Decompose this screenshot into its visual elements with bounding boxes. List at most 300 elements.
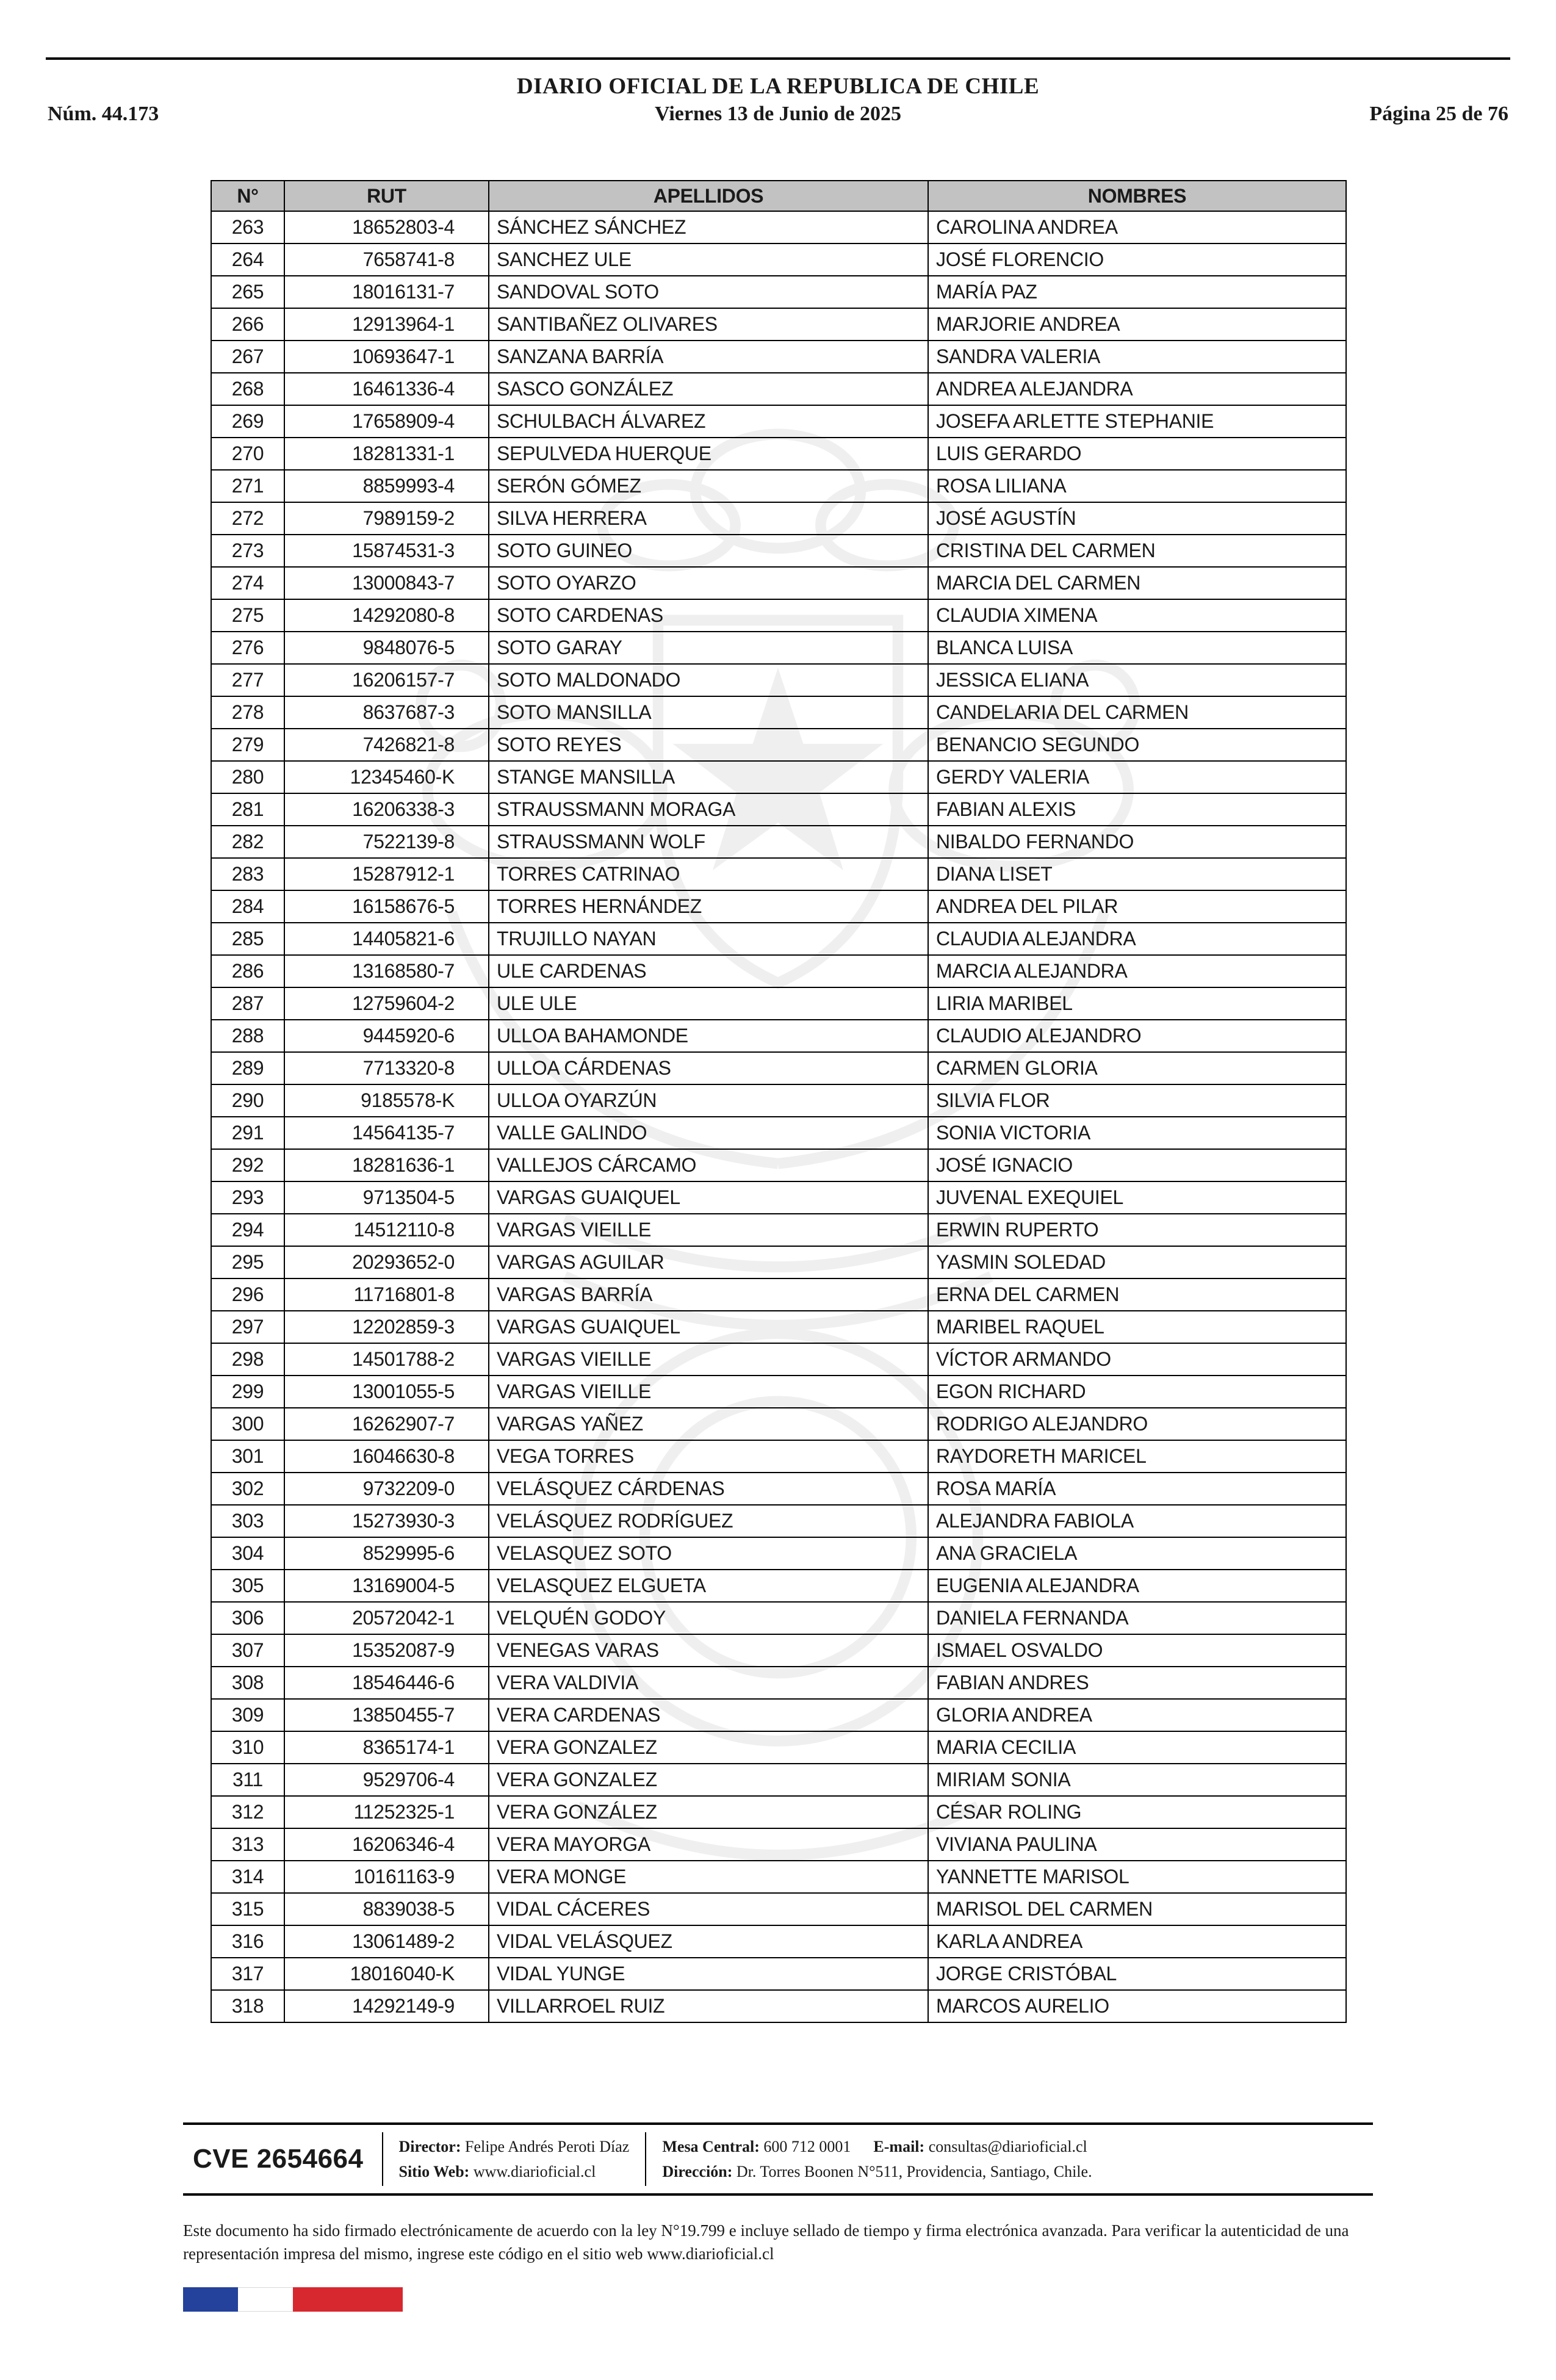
- apellidos-cell: STRAUSSMANN WOLF: [489, 826, 928, 858]
- rut-cell: 15352087-9: [284, 1634, 489, 1667]
- rut-cell: 15287912-1: [284, 858, 489, 890]
- rut-cell: 9445920-6: [284, 1020, 489, 1052]
- table-row: [211, 1020, 1346, 1052]
- nombres-cell: MARIA CECILIA: [928, 1731, 1346, 1764]
- nombres-cell: ROSA LILIANA: [928, 470, 1346, 502]
- table-row: [211, 1828, 1346, 1861]
- nombres-cell: JOSÉ AGUSTÍN: [928, 502, 1346, 535]
- rut-cell: 10693647-1: [284, 341, 489, 373]
- rut-cell: 14512110-8: [284, 1214, 489, 1246]
- apellidos-cell: STRAUSSMANN MORAGA: [489, 793, 928, 826]
- rut-cell: 14292149-9: [284, 1990, 489, 2022]
- nombres-cell: EUGENIA ALEJANDRA: [928, 1570, 1346, 1602]
- apellidos-cell: VARGAS AGUILAR: [489, 1246, 928, 1278]
- nombres-cell: ANDREA ALEJANDRA: [928, 373, 1346, 405]
- address-label: Dirección:: [662, 2163, 733, 2180]
- apellidos-cell: STANGE MANSILLA: [489, 761, 928, 793]
- table-row: [211, 1667, 1346, 1699]
- rut-cell: 11716801-8: [284, 1278, 489, 1311]
- rut-cell: 18652803-4: [284, 211, 489, 243]
- apellidos-cell: SANZANA BARRÍA: [489, 341, 928, 373]
- apellidos-cell: SANCHEZ ULE: [489, 243, 928, 276]
- rut-cell: 17658909-4: [284, 405, 489, 438]
- rut-cell: 7522139-8: [284, 826, 489, 858]
- row-number-cell: 297: [211, 1311, 284, 1343]
- email-label: E-mail:: [873, 2138, 925, 2155]
- table-row: [211, 1311, 1346, 1343]
- cve-code: CVE 2654664: [193, 2144, 364, 2174]
- rut-cell: 12759604-2: [284, 987, 489, 1020]
- nombres-cell: CLAUDIA ALEJANDRA: [928, 923, 1346, 955]
- rut-cell: 18281636-1: [284, 1149, 489, 1181]
- apellidos-cell: VIDAL VELÁSQUEZ: [489, 1925, 928, 1958]
- row-number-cell: 281: [211, 793, 284, 826]
- rut-cell: 8529995-6: [284, 1537, 489, 1570]
- table-row: [211, 826, 1346, 858]
- apellidos-cell: SOTO MANSILLA: [489, 696, 928, 729]
- row-number-cell: 307: [211, 1634, 284, 1667]
- nombres-cell: CLAUDIA XIMENA: [928, 599, 1346, 632]
- row-number-cell: 296: [211, 1278, 284, 1311]
- nombres-cell: FABIAN ANDRES: [928, 1667, 1346, 1699]
- row-number-cell: 295: [211, 1246, 284, 1278]
- rut-cell: 10161163-9: [284, 1861, 489, 1893]
- apellidos-cell: VARGAS GUAIQUEL: [489, 1181, 928, 1214]
- row-number-cell: 272: [211, 502, 284, 535]
- apellidos-cell: VERA MAYORGA: [489, 1828, 928, 1861]
- row-number-cell: 287: [211, 987, 284, 1020]
- nombres-cell: JUVENAL EXEQUIEL: [928, 1181, 1346, 1214]
- row-number-cell: 274: [211, 567, 284, 599]
- table-row: [211, 1602, 1346, 1634]
- persons-table: [211, 180, 1347, 2023]
- rut-cell: 15874531-3: [284, 535, 489, 567]
- rut-cell: 13000843-7: [284, 567, 489, 599]
- row-number-cell: 298: [211, 1343, 284, 1376]
- issue-date: Viernes 13 de Junio de 2025: [655, 103, 901, 125]
- row-number-cell: 306: [211, 1602, 284, 1634]
- row-number-cell: 277: [211, 664, 284, 696]
- table-row: [211, 341, 1346, 373]
- col-header-numero: N°: [211, 181, 284, 211]
- table-row: [211, 664, 1346, 696]
- apellidos-cell: VALLE GALINDO: [489, 1117, 928, 1149]
- row-number-cell: 294: [211, 1214, 284, 1246]
- nombres-cell: JESSICA ELIANA: [928, 664, 1346, 696]
- nombres-cell: MARCIA ALEJANDRA: [928, 955, 1346, 987]
- nombres-cell: FABIAN ALEXIS: [928, 793, 1346, 826]
- table-row: [211, 470, 1346, 502]
- nombres-cell: BLANCA LUISA: [928, 632, 1346, 664]
- header-line2: [0, 103, 1556, 129]
- apellidos-cell: VENEGAS VARAS: [489, 1634, 928, 1667]
- table-row: [211, 1731, 1346, 1764]
- nombres-cell: ISMAEL OSVALDO: [928, 1634, 1346, 1667]
- apellidos-cell: VIDAL CÁCERES: [489, 1893, 928, 1925]
- rut-cell: 16158676-5: [284, 890, 489, 923]
- rut-cell: 7713320-8: [284, 1052, 489, 1084]
- nombres-cell: NIBALDO FERNANDO: [928, 826, 1346, 858]
- apellidos-cell: SASCO GONZÁLEZ: [489, 373, 928, 405]
- table-row: [211, 243, 1346, 276]
- table-row: [211, 1149, 1346, 1181]
- row-number-cell: 316: [211, 1925, 284, 1958]
- row-number-cell: 317: [211, 1958, 284, 1990]
- rut-cell: 15273930-3: [284, 1505, 489, 1537]
- apellidos-cell: SOTO CARDENAS: [489, 599, 928, 632]
- rut-cell: 14501788-2: [284, 1343, 489, 1376]
- row-number-cell: 301: [211, 1440, 284, 1473]
- rut-cell: 16046630-8: [284, 1440, 489, 1473]
- table-body: [211, 211, 1346, 2022]
- nombres-cell: CANDELARIA DEL CARMEN: [928, 696, 1346, 729]
- nombres-cell: MARÍA PAZ: [928, 276, 1346, 308]
- nombres-cell: VIVIANA PAULINA: [928, 1828, 1346, 1861]
- nombres-cell: JOSEFA ARLETTE STEPHANIE: [928, 405, 1346, 438]
- nombres-cell: JOSÉ IGNACIO: [928, 1149, 1346, 1181]
- apellidos-cell: VERA MONGE: [489, 1861, 928, 1893]
- nombres-cell: EGON RICHARD: [928, 1376, 1346, 1408]
- rut-cell: 9732209-0: [284, 1473, 489, 1505]
- rut-cell: 13001055-5: [284, 1376, 489, 1408]
- row-number-cell: 288: [211, 1020, 284, 1052]
- table-row: [211, 729, 1346, 761]
- nombres-cell: CRISTINA DEL CARMEN: [928, 535, 1346, 567]
- row-number-cell: 275: [211, 599, 284, 632]
- rut-cell: 11252325-1: [284, 1796, 489, 1828]
- rut-cell: 18016040-K: [284, 1958, 489, 1990]
- apellidos-cell: VIDAL YUNGE: [489, 1958, 928, 1990]
- nombres-cell: ALEJANDRA FABIOLA: [928, 1505, 1346, 1537]
- apellidos-cell: ULE ULE: [489, 987, 928, 1020]
- row-number-cell: 304: [211, 1537, 284, 1570]
- flag-white-segment: [238, 2287, 293, 2312]
- rut-cell: 14405821-6: [284, 923, 489, 955]
- rut-cell: 14292080-8: [284, 599, 489, 632]
- nombres-cell: MIRIAM SONIA: [928, 1764, 1346, 1796]
- table-row: [211, 1861, 1346, 1893]
- col-header-rut: RUT: [284, 181, 489, 211]
- rut-cell: 16206157-7: [284, 664, 489, 696]
- row-number-cell: 302: [211, 1473, 284, 1505]
- table-row: [211, 632, 1346, 664]
- rut-cell: 9848076-5: [284, 632, 489, 664]
- apellidos-cell: SANDOVAL SOTO: [489, 276, 928, 308]
- rut-cell: 18016131-7: [284, 276, 489, 308]
- nombres-cell: SANDRA VALERIA: [928, 341, 1346, 373]
- table-row: [211, 308, 1346, 341]
- rut-cell: 12913964-1: [284, 308, 489, 341]
- row-number-cell: 290: [211, 1084, 284, 1117]
- apellidos-cell: VARGAS GUAIQUEL: [489, 1311, 928, 1343]
- apellidos-cell: VELASQUEZ SOTO: [489, 1537, 928, 1570]
- apellidos-cell: VALLEJOS CÁRCAMO: [489, 1149, 928, 1181]
- row-number-cell: 282: [211, 826, 284, 858]
- apellidos-cell: VERA GONZALEZ: [489, 1764, 928, 1796]
- apellidos-cell: SOTO MALDONADO: [489, 664, 928, 696]
- table-row: [211, 1764, 1346, 1796]
- address-value: Dr. Torres Boonen N°511, Providencia, Santiago, Chile.: [736, 2163, 1092, 2180]
- nombres-cell: SONIA VICTORIA: [928, 1117, 1346, 1149]
- table-row: [211, 1990, 1346, 2022]
- nombres-cell: MARCIA DEL CARMEN: [928, 567, 1346, 599]
- apellidos-cell: SCHULBACH ÁLVAREZ: [489, 405, 928, 438]
- phone-label: Mesa Central:: [662, 2138, 760, 2155]
- apellidos-cell: SOTO REYES: [489, 729, 928, 761]
- row-number-cell: 266: [211, 308, 284, 341]
- rut-cell: 12202859-3: [284, 1311, 489, 1343]
- nombres-cell: CÉSAR ROLING: [928, 1796, 1346, 1828]
- table-row: [211, 1925, 1346, 1958]
- flag-red-segment: [293, 2287, 403, 2312]
- nombres-cell: VÍCTOR ARMANDO: [928, 1343, 1346, 1376]
- row-number-cell: 283: [211, 858, 284, 890]
- apellidos-cell: SERÓN GÓMEZ: [489, 470, 928, 502]
- row-number-cell: 312: [211, 1796, 284, 1828]
- table-row: [211, 535, 1346, 567]
- nombres-cell: DANIELA FERNANDA: [928, 1602, 1346, 1634]
- rut-cell: 7989159-2: [284, 502, 489, 535]
- table-row: [211, 1440, 1346, 1473]
- nombres-cell: DIANA LISET: [928, 858, 1346, 890]
- table-row: [211, 955, 1346, 987]
- row-number-cell: 318: [211, 1990, 284, 2022]
- table-row: [211, 1796, 1346, 1828]
- director-value: Felipe Andrés Peroti Díaz: [465, 2138, 630, 2155]
- table-row: [211, 1473, 1346, 1505]
- table-row: [211, 890, 1346, 923]
- table-row: [211, 761, 1346, 793]
- apellidos-cell: SILVA HERRERA: [489, 502, 928, 535]
- nombres-cell: MARJORIE ANDREA: [928, 308, 1346, 341]
- col-header-apellidos: APELLIDOS: [489, 181, 928, 211]
- nombres-cell: BENANCIO SEGUNDO: [928, 729, 1346, 761]
- row-number-cell: 273: [211, 535, 284, 567]
- apellidos-cell: ULLOA BAHAMONDE: [489, 1020, 928, 1052]
- table-row: [211, 1893, 1346, 1925]
- rut-cell: 12345460-K: [284, 761, 489, 793]
- rut-cell: 16461336-4: [284, 373, 489, 405]
- issue-number: Núm. 44.173: [48, 103, 159, 125]
- apellidos-cell: VERA CARDENAS: [489, 1699, 928, 1731]
- phone-email-line: [662, 2134, 1092, 2159]
- nombres-cell: ERNA DEL CARMEN: [928, 1278, 1346, 1311]
- row-number-cell: 265: [211, 276, 284, 308]
- apellidos-cell: SOTO GUINEO: [489, 535, 928, 567]
- nombres-cell: GLORIA ANDREA: [928, 1699, 1346, 1731]
- legal-notice: Este documento ha sido firmado electrónicamente de acuerdo con la ley N°19.799 e incluye sellado de tiempo y firma electrónica avanzada. Para verificar la autenticidad de una representación impresa del mismo, ingrese este código en el sitio web www.diarioficial.cl: [183, 2221, 1349, 2263]
- row-number-cell: 313: [211, 1828, 284, 1861]
- table-row: [211, 1699, 1346, 1731]
- table-row: [211, 1181, 1346, 1214]
- apellidos-cell: VARGAS VIEILLE: [489, 1214, 928, 1246]
- row-number-cell: 284: [211, 890, 284, 923]
- nombres-cell: MARCOS AURELIO: [928, 1990, 1346, 2022]
- row-number-cell: 269: [211, 405, 284, 438]
- email-value: consultas@diarioficial.cl: [928, 2138, 1087, 2155]
- table-row: [211, 1505, 1346, 1537]
- apellidos-cell: SOTO GARAY: [489, 632, 928, 664]
- nombres-cell: KARLA ANDREA: [928, 1925, 1346, 1958]
- apellidos-cell: VARGAS VIEILLE: [489, 1343, 928, 1376]
- apellidos-cell: VERA GONZALEZ: [489, 1731, 928, 1764]
- table-row: [211, 858, 1346, 890]
- apellidos-cell: TORRES HERNÁNDEZ: [489, 890, 928, 923]
- footer-info-box: [183, 2122, 1373, 2196]
- nombres-cell: JORGE CRISTÓBAL: [928, 1958, 1346, 1990]
- gazette-title: DIARIO OFICIAL DE LA REPUBLICA DE CHILE: [516, 74, 1040, 99]
- rut-cell: 7426821-8: [284, 729, 489, 761]
- row-number-cell: 264: [211, 243, 284, 276]
- nombres-cell: YANNETTE MARISOL: [928, 1861, 1346, 1893]
- nombres-cell: CLAUDIO ALEJANDRO: [928, 1020, 1346, 1052]
- page-number: Página 25 de 76: [1369, 103, 1508, 125]
- row-number-cell: 289: [211, 1052, 284, 1084]
- row-number-cell: 299: [211, 1376, 284, 1408]
- row-number-cell: 271: [211, 470, 284, 502]
- rut-cell: 18546446-6: [284, 1667, 489, 1699]
- apellidos-cell: VARGAS VIEILLE: [489, 1376, 928, 1408]
- table-row: [211, 373, 1346, 405]
- director-line: [399, 2134, 630, 2159]
- table-row: [211, 1408, 1346, 1440]
- table-row: [211, 276, 1346, 308]
- rut-cell: 9185578-K: [284, 1084, 489, 1117]
- apellidos-cell: VELQUÉN GODOY: [489, 1602, 928, 1634]
- nombres-cell: MARIBEL RAQUEL: [928, 1311, 1346, 1343]
- table-row: [211, 1117, 1346, 1149]
- rut-cell: 9713504-5: [284, 1181, 489, 1214]
- table-header: [211, 181, 1346, 211]
- rut-cell: 20572042-1: [284, 1602, 489, 1634]
- nombres-cell: ERWIN RUPERTO: [928, 1214, 1346, 1246]
- apellidos-cell: VEGA TORRES: [489, 1440, 928, 1473]
- row-number-cell: 267: [211, 341, 284, 373]
- rut-cell: 20293652-0: [284, 1246, 489, 1278]
- apellidos-cell: VERA VALDIVIA: [489, 1667, 928, 1699]
- row-number-cell: 293: [211, 1181, 284, 1214]
- nombres-cell: ANA GRACIELA: [928, 1537, 1346, 1570]
- director-block: [383, 2134, 646, 2184]
- row-number-cell: 300: [211, 1408, 284, 1440]
- row-number-cell: 315: [211, 1893, 284, 1925]
- rut-cell: 18281331-1: [284, 438, 489, 470]
- apellidos-cell: VELASQUEZ ELGUETA: [489, 1570, 928, 1602]
- table-row: [211, 1343, 1346, 1376]
- rut-cell: 9529706-4: [284, 1764, 489, 1796]
- row-number-cell: 270: [211, 438, 284, 470]
- phone-value: 600 712 0001: [763, 2138, 851, 2155]
- nombres-cell: LIRIA MARIBEL: [928, 987, 1346, 1020]
- rut-cell: 8839038-5: [284, 1893, 489, 1925]
- apellidos-cell: ULLOA CÁRDENAS: [489, 1052, 928, 1084]
- apellidos-cell: SOTO OYARZO: [489, 567, 928, 599]
- table-row: [211, 923, 1346, 955]
- table-row: [211, 1084, 1346, 1117]
- rut-cell: 16262907-7: [284, 1408, 489, 1440]
- apellidos-cell: TORRES CATRINAO: [489, 858, 928, 890]
- address-line: [662, 2159, 1092, 2184]
- table-row: [211, 1278, 1346, 1311]
- director-label: Director:: [398, 2138, 461, 2155]
- rut-cell: 16206346-4: [284, 1828, 489, 1861]
- table-row: [211, 502, 1346, 535]
- nombres-cell: LUIS GERARDO: [928, 438, 1346, 470]
- table-row: [211, 1537, 1346, 1570]
- row-number-cell: 303: [211, 1505, 284, 1537]
- row-number-cell: 292: [211, 1149, 284, 1181]
- nombres-cell: MARISOL DEL CARMEN: [928, 1893, 1346, 1925]
- nombres-cell: RAYDORETH MARICEL: [928, 1440, 1346, 1473]
- rut-cell: 14564135-7: [284, 1117, 489, 1149]
- rut-cell: 7658741-8: [284, 243, 489, 276]
- table-row: [211, 405, 1346, 438]
- col-header-nombres: NOMBRES: [928, 181, 1346, 211]
- rut-cell: 13850455-7: [284, 1699, 489, 1731]
- apellidos-cell: VARGAS BARRÍA: [489, 1278, 928, 1311]
- table-row: [211, 1634, 1346, 1667]
- apellidos-cell: VELÁSQUEZ RODRÍGUEZ: [489, 1505, 928, 1537]
- rut-cell: 8859993-4: [284, 470, 489, 502]
- row-number-cell: 276: [211, 632, 284, 664]
- row-number-cell: 314: [211, 1861, 284, 1893]
- row-number-cell: 291: [211, 1117, 284, 1149]
- apellidos-cell: VELÁSQUEZ CÁRDENAS: [489, 1473, 928, 1505]
- nombres-cell: JOSÉ FLORENCIO: [928, 243, 1346, 276]
- rut-cell: 8365174-1: [284, 1731, 489, 1764]
- rut-cell: 13169004-5: [284, 1570, 489, 1602]
- row-number-cell: 309: [211, 1699, 284, 1731]
- apellidos-cell: VILLARROEL RUIZ: [489, 1990, 928, 2022]
- apellidos-cell: SEPULVEDA HUERQUE: [489, 438, 928, 470]
- nombres-cell: ANDREA DEL PILAR: [928, 890, 1346, 923]
- table-row: [211, 211, 1346, 243]
- nombres-cell: CARMEN GLORIA: [928, 1052, 1346, 1084]
- table-header-row: [211, 181, 1346, 211]
- row-number-cell: 311: [211, 1764, 284, 1796]
- rut-cell: 16206338-3: [284, 793, 489, 826]
- apellidos-cell: SANTIBAÑEZ OLIVARES: [489, 308, 928, 341]
- row-number-cell: 263: [211, 211, 284, 243]
- row-number-cell: 286: [211, 955, 284, 987]
- table-row: [211, 1214, 1346, 1246]
- table-row: [211, 1570, 1346, 1602]
- web-value: www.diarioficial.cl: [473, 2163, 596, 2180]
- table-row: [211, 1376, 1346, 1408]
- apellidos-cell: SÁNCHEZ SÁNCHEZ: [489, 211, 928, 243]
- row-number-cell: 278: [211, 696, 284, 729]
- apellidos-cell: ULLOA OYARZÚN: [489, 1084, 928, 1117]
- flag-blue-segment: [183, 2287, 238, 2312]
- apellidos-cell: TRUJILLO NAYAN: [489, 923, 928, 955]
- nombres-cell: CAROLINA ANDREA: [928, 211, 1346, 243]
- chile-flag-bar: [183, 2287, 403, 2312]
- web-label: Sitio Web:: [398, 2163, 470, 2180]
- apellidos-cell: VARGAS YAÑEZ: [489, 1408, 928, 1440]
- rut-cell: 13168580-7: [284, 955, 489, 987]
- table-row: [211, 696, 1346, 729]
- nombres-cell: RODRIGO ALEJANDRO: [928, 1408, 1346, 1440]
- header-rule: [46, 57, 1510, 60]
- row-number-cell: 310: [211, 1731, 284, 1764]
- nombres-cell: SILVIA FLOR: [928, 1084, 1346, 1117]
- web-line: [399, 2159, 630, 2184]
- row-number-cell: 308: [211, 1667, 284, 1699]
- table-row: [211, 1246, 1346, 1278]
- table-row: [211, 567, 1346, 599]
- row-number-cell: 285: [211, 923, 284, 955]
- apellidos-cell: ULE CARDENAS: [489, 955, 928, 987]
